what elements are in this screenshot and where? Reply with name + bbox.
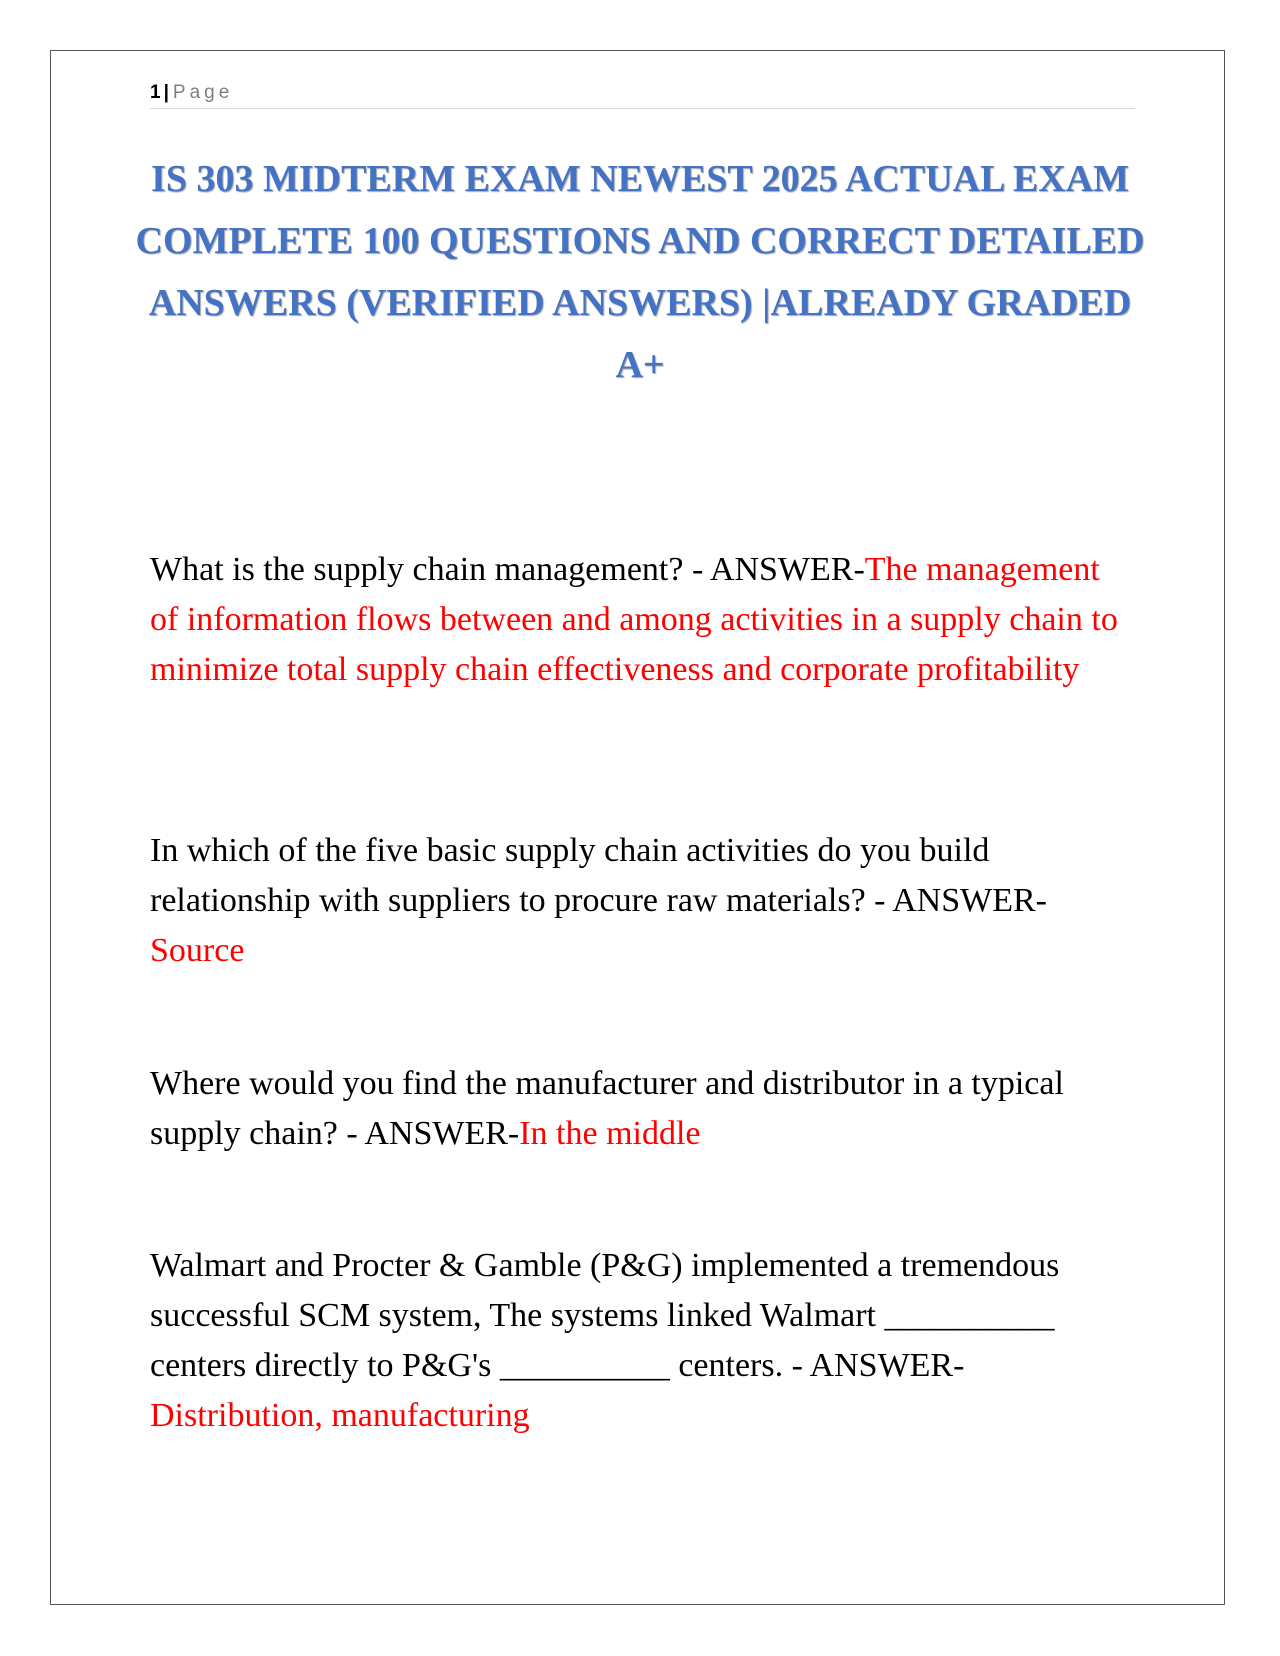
answer-text: The management of information flows between and among activities in a supply chain to minimize total supply chain effectiveness and corporate profitability: [150, 551, 1118, 688]
page-separator: |: [163, 82, 169, 103]
document-title: IS 303 MIDTERM EXAM NEWEST 2025 ACTUAL EXAM COMPLETE 100 QUESTIONS AND CORRECT DETAILED ANSWERS (VERIFIED ANSWERS) |ALREADY GRADED A+: [135, 158, 1145, 386]
answer-text: Distribution, manufacturing: [150, 1397, 530, 1434]
qa-item: [150, 1241, 1130, 1441]
page-label: Page: [172, 82, 234, 103]
page-header: [150, 78, 1135, 109]
page-number: 1: [150, 82, 161, 103]
qa-item: [150, 826, 1130, 976]
question-text: In which of the five basic supply chain activities do you build relationship with suppliers to procure raw materials? - ANSWER-: [150, 832, 1047, 919]
answer-text: In the middle: [519, 1115, 701, 1152]
qa-item: [150, 1059, 1130, 1159]
question-text: Walmart and Procter & Gamble (P&G) implemented a tremendous successful SCM system, The systems linked Walmart __________ centers directly to P&G's __________ centers. - ANSWER-: [150, 1247, 1060, 1384]
answer-text: Source: [150, 932, 245, 969]
question-text: What is the supply chain management? - ANSWER-: [150, 551, 865, 588]
question-text: Where would you find the manufacturer and distributor in a typical supply chain? - ANSWER-: [150, 1065, 1064, 1152]
qa-item: [150, 545, 1130, 695]
